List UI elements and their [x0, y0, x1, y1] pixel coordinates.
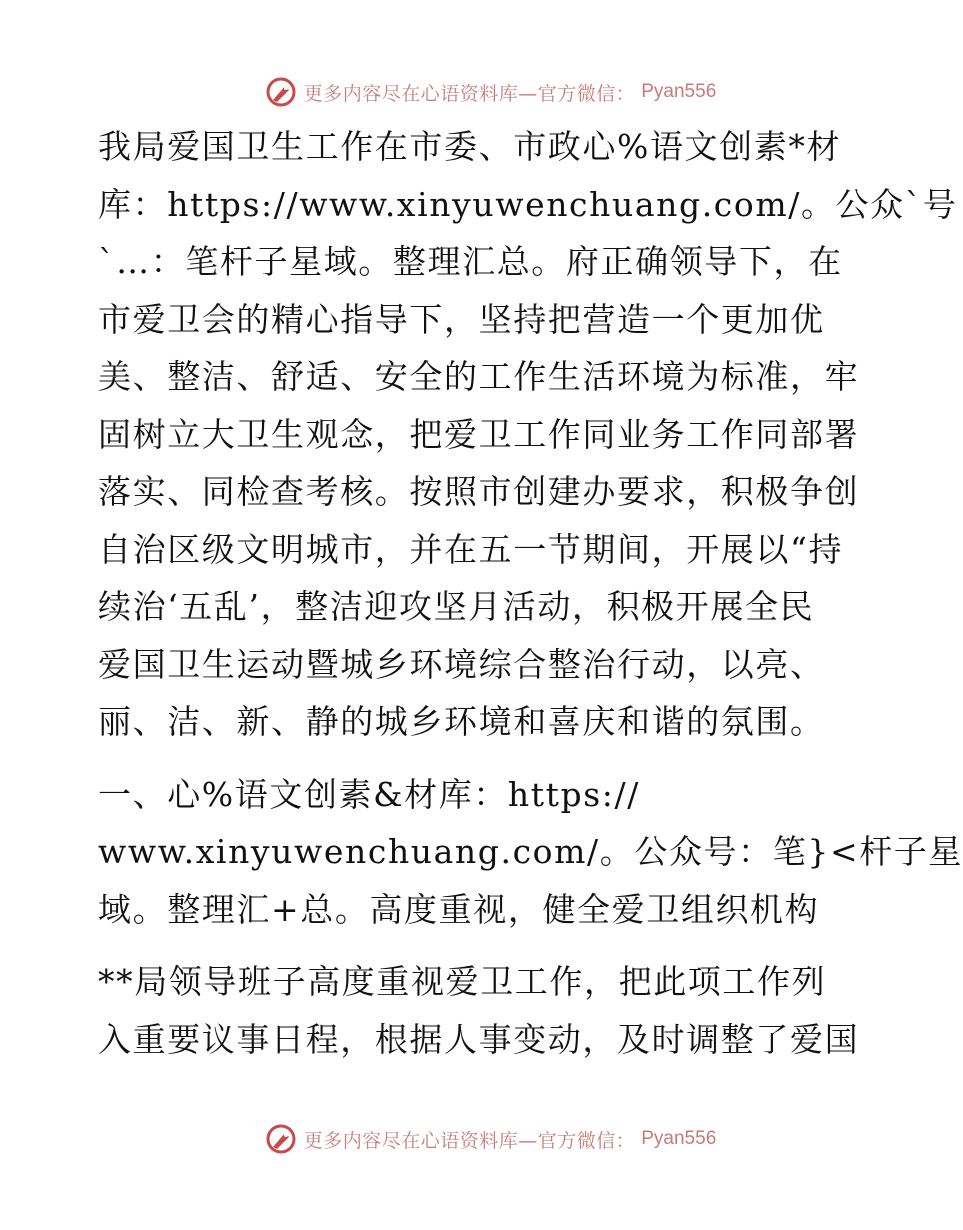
text-line: 域。整理汇+总。高度重视，健全爱卫组织机构 — [98, 889, 820, 929]
text-line: 续治‘五乱’，整洁迎攻坚月活动，积极开展全民 — [98, 587, 815, 626]
document-body — [98, 118, 963, 1068]
pen-nib-logo-icon — [264, 1122, 298, 1156]
text-line: 市爱卫会的精心指导下，坚持把营造一个更加优 — [98, 299, 825, 339]
header-banner — [0, 70, 950, 114]
paragraph-1 — [98, 118, 958, 751]
text-line: 一、心%语文创素&材库：https:// — [98, 774, 640, 814]
text-line: 落实、同检查考核。按照市创建办要求，积极争创 — [98, 472, 860, 511]
text-line: 我局爱国卫生工作在市委、市政心%语文创素*材 — [98, 127, 842, 166]
text-line: **局领导班子高度重视爱卫工作，把此项工作列 — [98, 962, 827, 1001]
text-line: 爱国卫生运动暨城乡环境综合整治行动，以亮、 — [98, 644, 825, 684]
banner-wechat-id: Pyan556 — [641, 81, 717, 102]
text-line: `…：笔杆子星域。整理汇总。府正确领导下，在 — [98, 242, 843, 281]
banner-wechat-id: Pyan556 — [641, 1128, 717, 1149]
footer-banner — [0, 1117, 950, 1161]
banner-text: 更多内容尽在心语资料库—官方微信： — [303, 1129, 636, 1152]
text-line: www.xinyuwenchuang.com/。公众号：笔}<杆子星 — [98, 832, 963, 871]
banner-text: 更多内容尽在心语资料库—官方微信： — [303, 82, 636, 105]
pen-nib-logo-icon — [264, 75, 298, 109]
paragraph-2 — [98, 766, 963, 939]
text-line: 固树立大卫生观念，把爱卫工作同业务工作同部署 — [98, 414, 860, 454]
text-line: 丽、洁、新、静的城乡环境和喜庆和谐的氛围。 — [98, 702, 825, 741]
text-line: 美、整洁、舒适、安全的工作生活环境为标准，牢 — [98, 357, 860, 396]
paragraph-3 — [98, 953, 858, 1068]
text-line: 库：https://www.xinyuwenchuang.com/。公众`号 — [98, 184, 958, 224]
text-line: 入重要议事日程，根据人事变动，及时调整了爱国 — [98, 1019, 860, 1059]
text-line: 自治区级文明城市，并在五一节期间，开展以“持 — [98, 529, 844, 569]
